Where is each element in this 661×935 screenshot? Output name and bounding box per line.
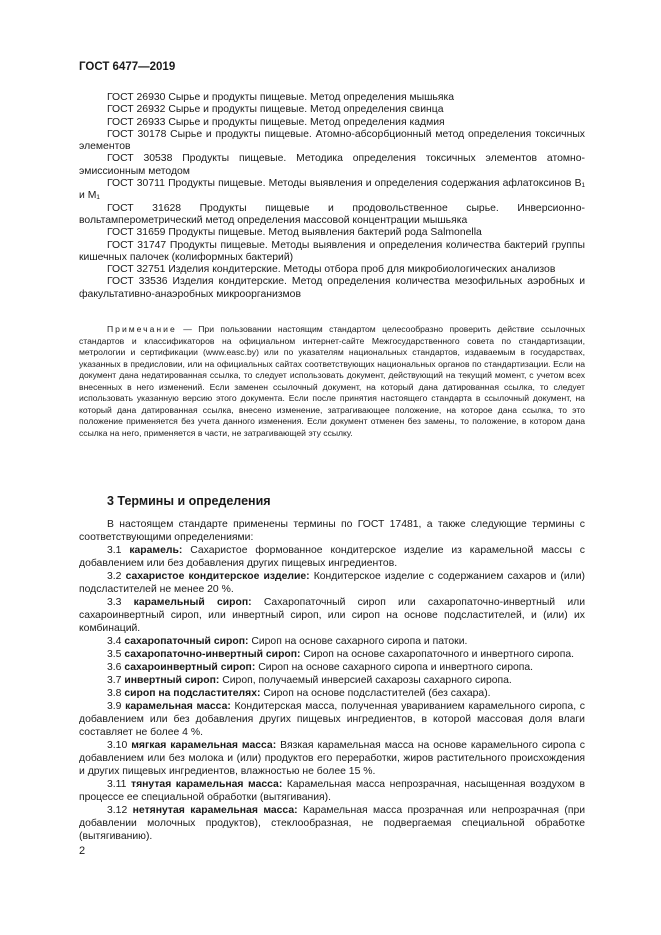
- reference-item: [79, 264, 585, 276]
- term-name: карамельная масса:: [125, 701, 231, 712]
- reference-item: [79, 104, 585, 116]
- term-definition: Сироп на основе подсластителей (без сахара).: [263, 688, 491, 699]
- reference-code: ГОСТ 26930: [107, 92, 166, 103]
- term-name: сахаропаточно-инвертный сироп:: [124, 649, 301, 660]
- reference-item: [79, 240, 585, 265]
- term-item: [79, 648, 585, 661]
- page-number: 2: [79, 845, 86, 857]
- reference-code: ГОСТ 26933: [107, 116, 166, 128]
- reference-item: [79, 276, 585, 301]
- reference-title: Продукты пищевые. Метод выявления бактерий рода Salmonella: [168, 227, 482, 239]
- term-definition: Кондитерская масса, полученная увариванием карамельного сиропа, с добавлением или без добавления других пищевых ингредиентов, в которой массовая доля влаги составляет не более 4 %.: [79, 701, 585, 738]
- note-label: Примечание: [107, 324, 177, 334]
- reference-title: Сырье и продукты пищевые. Метод определения свинца: [168, 104, 444, 116]
- reference-list: [79, 92, 585, 301]
- term-item: [79, 739, 585, 778]
- term-item: [79, 778, 585, 804]
- reference-item: [79, 117, 585, 129]
- term-definition: Сироп, получаемый инверсией сахарозы сахарного сиропа.: [222, 675, 512, 686]
- reference-code: ГОСТ 31747: [107, 239, 167, 251]
- term-definition: Сахаропаточный сироп или сахаропаточно-инвертный или сахароинвертный сироп, или инвертный сироп, или сироп на основе подсластителей, и (или) их комбинаций.: [79, 597, 585, 634]
- reference-title: Продукты пищевые. Методы выявления и определения количества бактерий группы кишечных палочек (колиформных бактерий): [79, 239, 585, 263]
- term-item: [79, 804, 585, 843]
- term-number: 3.7: [107, 675, 122, 686]
- note-text: — При пользовании настоящим стандартом целесообразно проверить действие ссылочных стандартов и классификаторов на официальном интернет-сайте Межгосударственного совета по стандартизации, метрологии и сертификации (www.easc.by) или по указателям национальных стандартов, издаваемым в государствах, указанных в предисловии, или на официальных сайтах соответствующих национальных органов по стандартизации. Если на документ дана недатированная ссылка, то следует использовать документ, действующий на текущий момент, с учетом всех внесенных в него изменений. Если заменен ссылочный документ, на который дана датированная ссылка, то следует использовать указанную версию этого документа. Если после принятия настоящего стандарта в ссылочный документ, на который дана датированная ссылка, внесено изменение, затрагивающее положение, на которое дана ссылка, то это положение применяется без учета данного изменения. Если документ отменен без замены, то положение, в котором дана ссылка на него, применяется в части, не затрагивающей эту ссылку.: [79, 324, 585, 438]
- term-definition: Сироп на основе сахарного сиропа и инвертного сиропа.: [258, 662, 534, 673]
- term-item: [79, 687, 585, 700]
- term-item: [79, 596, 585, 635]
- term-definition: Карамельная масса прозрачная или непрозрачная (при добавлении молочных продуктов), стеклообразная, не подвергаемая специальной обработке (вытягиванию).: [79, 805, 586, 842]
- reference-code: ГОСТ 30178: [107, 128, 167, 140]
- reference-item: [79, 129, 585, 154]
- reference-title: Продукты пищевые и продовольственное сырье. Инверсионно-вольтамперометрический метод определения массовой концентрации мышьяка: [79, 202, 585, 226]
- term-item: [79, 570, 585, 596]
- reference-code: ГОСТ 33536: [107, 276, 168, 288]
- term-number: 3.12: [107, 805, 128, 816]
- term-item: [79, 544, 585, 570]
- reference-code: ГОСТ 30538: [107, 153, 173, 165]
- term-item: [79, 635, 585, 648]
- reference-title: Изделия кондитерские. Методы отбора проб для микробиологических анализов: [168, 264, 556, 276]
- term-name: тянутая карамельная масса:: [131, 779, 283, 790]
- term-item: [79, 674, 585, 687]
- reference-item: [79, 203, 585, 228]
- term-definition: Карамельная масса непрозрачная, насыщенная воздухом в процессе ее специальной обработки (вытягивания).: [79, 779, 585, 803]
- term-definition: Кондитерское изделие с содержанием сахаров и (или) подсластителей не менее 20 %.: [79, 571, 586, 595]
- reference-title: Продукты пищевые. Методика определения токсичных элементов атомно-эмиссионным методом: [79, 153, 585, 177]
- terms-list: [79, 518, 585, 843]
- document-header: ГОСТ 6477—2019: [79, 61, 176, 73]
- section-intro: В настоящем стандарте применены термины по ГОСТ 17481, а также следующие термины с соответствующими определениями:: [79, 519, 585, 543]
- term-number: 3.11: [107, 779, 127, 790]
- term-number: 3.8: [107, 688, 122, 699]
- reference-item: [79, 153, 585, 178]
- term-number: 3.9: [107, 701, 122, 712]
- term-number: 3.6: [107, 662, 122, 673]
- term-name: сироп на подсластителях:: [124, 688, 261, 699]
- term-number: 3.5: [107, 649, 122, 660]
- term-number: 3.1: [107, 545, 122, 556]
- term-number: 3.3: [107, 597, 122, 608]
- term-item: [79, 700, 585, 739]
- term-name: сахаристое кондитерское изделие:: [125, 571, 310, 582]
- term-name: карамельный сироп:: [133, 597, 252, 608]
- reference-code: ГОСТ 32751: [107, 264, 166, 276]
- reference-code: ГОСТ 26932: [107, 104, 166, 116]
- term-name: мягкая карамельная масса:: [131, 740, 277, 751]
- reference-code: ГОСТ 31659: [107, 227, 166, 239]
- reference-item: [79, 92, 585, 104]
- reference-title: Сырье и продукты пищевые. Метод определения мышьяка: [168, 92, 455, 103]
- term-item: [79, 661, 585, 674]
- reference-title: Продукты пищевые. Методы выявления и определения содержания афлатоксинов B₁ и M₁: [79, 178, 586, 202]
- term-name: нетянутая карамельная масса:: [132, 805, 298, 816]
- term-name: сахаропаточный сироп:: [124, 636, 249, 647]
- term-name: инвертный сироп:: [124, 675, 220, 686]
- reference-code: ГОСТ 30711: [107, 178, 165, 190]
- note-paragraph: [79, 324, 585, 439]
- term-number: 3.10: [107, 740, 128, 751]
- term-definition: Сироп на основе сахаропаточного и инвертного сиропа.: [303, 649, 574, 660]
- reference-title: Сырье и продукты пищевые. Метод определения кадмия: [168, 116, 445, 128]
- reference-title: Изделия кондитерские. Метод определения количества мезофильных аэробных и факультативно-анаэробных микроорганизмов: [79, 276, 585, 300]
- reference-item: [79, 178, 585, 203]
- term-definition: Сироп на основе сахарного сиропа и патоки.: [251, 636, 468, 647]
- term-definition: Вязкая карамельная масса на основе карамельного сиропа с добавлением или без молока и (или) продуктов его переработки, жиров растительного происхождения и других пищевых ингредиентов, влажностью не более 15 %.: [79, 740, 585, 777]
- term-name: карамель:: [129, 545, 183, 556]
- term-number: 3.2: [107, 571, 122, 582]
- reference-title: Сырье и продукты пищевые. Атомно-абсорбционный метод определения токсичных элементов: [79, 128, 585, 153]
- term-definition: Сахаристое формованное кондитерское изделие из карамельной массы с добавлением или без добавления других пищевых ингредиентов.: [79, 545, 585, 569]
- term-name: сахароинвертный сироп:: [124, 662, 256, 673]
- reference-item: [79, 227, 585, 239]
- reference-code: ГОСТ 31628: [107, 202, 182, 214]
- section-title: 3 Термины и определения: [107, 494, 271, 508]
- term-number: 3.4: [107, 636, 122, 647]
